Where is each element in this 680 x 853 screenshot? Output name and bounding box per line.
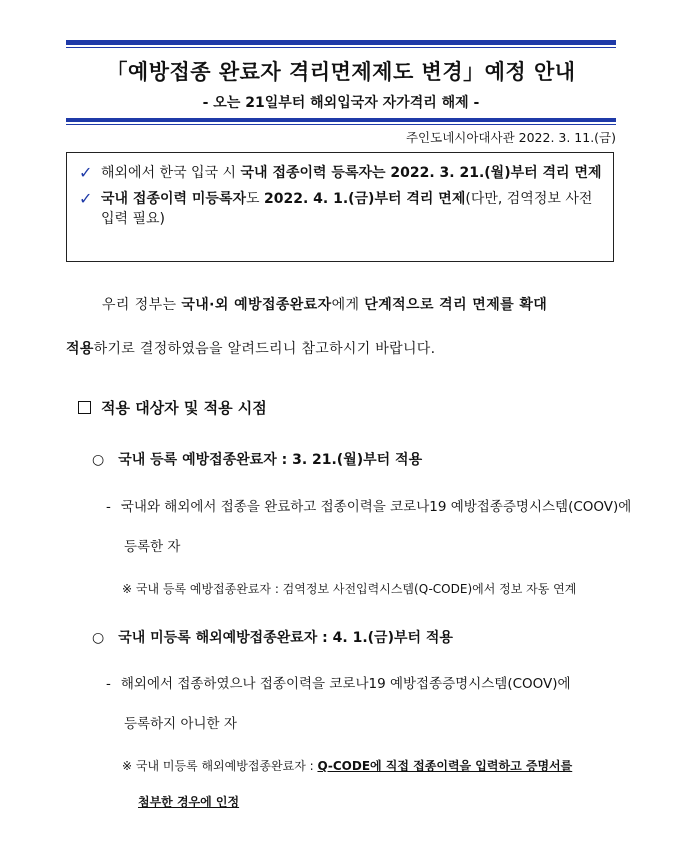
domestic-heading: ○ 국내 등록 예방접종완료자 : 3. 21.(월)부터 적용 [92, 452, 423, 468]
overseas-note: ※ 국내 미등록 해외예방접종완료자 : Q-CODE에 직접 접종이력을 입력하고 증명서를 [122, 759, 573, 773]
summary-item-1-text: 해외에서 한국 입국 시 국내 접종이력 등록자는 2022. 3. 21.(월)부터 격리 면제 [101, 165, 602, 181]
header-bottom-rule [66, 118, 616, 122]
header-top-rule [66, 40, 616, 45]
dash-icon: - [106, 676, 111, 692]
summary-item-1 [79, 163, 603, 183]
summary-box [66, 152, 614, 262]
domestic-detail-line-2: 등록한 자 [124, 539, 181, 555]
issuer-date: 주인도네시아대사관 2022. 3. 11.(금) [405, 130, 616, 145]
check-icon: ✓ [79, 189, 93, 208]
overseas-detail-line-1: - 해외에서 접종하였으나 접종이력을 코로나19 예방접종증명시스템(COOV)에 [106, 676, 571, 692]
circle-icon: ○ [92, 452, 105, 468]
intro-line-2: 적용하기로 결정하였음을 알려드리니 참고하시기 바랍니다. [66, 341, 436, 357]
overseas-heading: ○ 국내 미등록 해외예방접종완료자 : 4. 1.(금)부터 적용 [92, 630, 453, 646]
overseas-detail-line-2: 등록하지 아니한 자 [124, 716, 237, 732]
square-icon [78, 401, 91, 414]
circle-icon: ○ [92, 630, 105, 646]
summary-item-2 [79, 189, 603, 229]
dash-icon: - [106, 499, 111, 515]
header-bottom-thin-rule [66, 124, 616, 125]
header-top-thin-rule [66, 47, 616, 48]
summary-item-2-text: 국내 접종이력 미등록자도 2022. 4. 1.(금)부터 격리 면제(다만, 검역정보 사전 입력 필요) [101, 191, 593, 227]
page-title: 「예방접종 완료자 격리면제제도 변경」예정 안내 [106, 60, 576, 84]
section-heading: 적용 대상자 및 적용 시점 [78, 397, 267, 418]
check-icon: ✓ [79, 163, 93, 182]
domestic-note: ※ 국내 등록 예방접종완료자 : 검역정보 사전입력시스템(Q-CODE)에서 정보 자동 연계 [122, 582, 577, 596]
intro-line-1: 우리 정부는 국내·외 예방접종완료자에게 단계적으로 격리 면제를 확대 [102, 297, 548, 313]
page-subtitle: - 오는 21일부터 해외입국자 자가격리 해제 - [202, 95, 480, 111]
overseas-note-cont: 첨부한 경우에 인정 [138, 795, 240, 809]
domestic-detail-line-1: - 국내와 해외에서 접종을 완료하고 접종이력을 코로나19 예방접종증명시스템(COOV)에 [106, 499, 632, 515]
